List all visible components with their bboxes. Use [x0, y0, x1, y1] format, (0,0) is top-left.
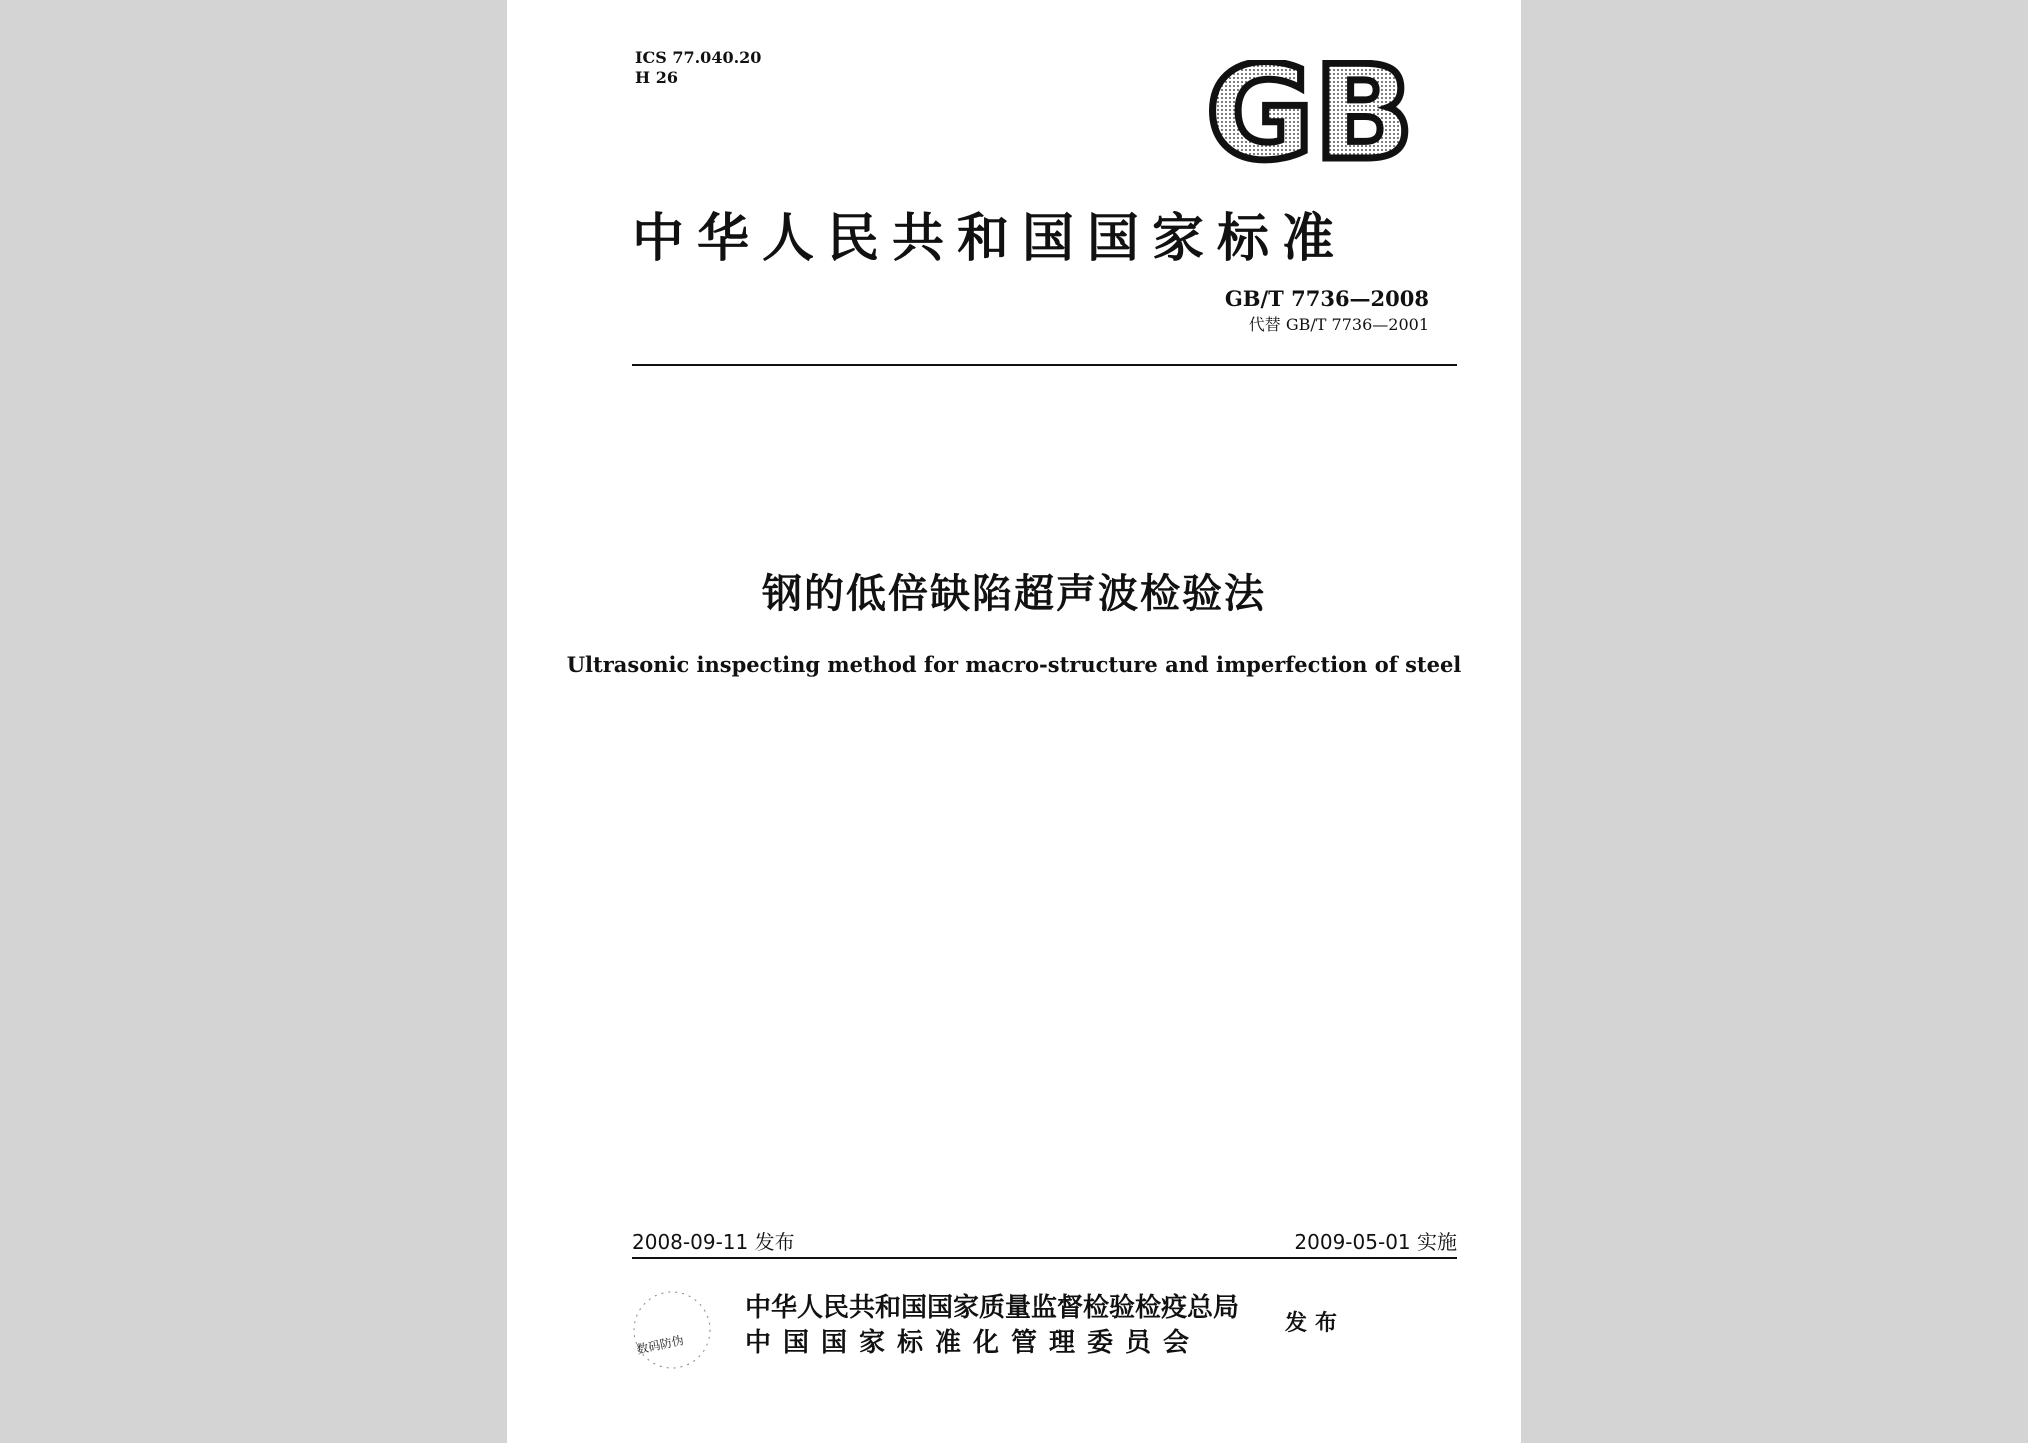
ics-code: ICS 77.040.20: [635, 48, 762, 67]
footer-divider: [632, 1257, 1457, 1259]
ccs-code: H 26: [635, 68, 678, 87]
document-title-english: Ultrasonic inspecting method for macro-structure and imperfection of steel: [566, 652, 1462, 677]
document-title-chinese: 钢的低倍缺陷超声波检验法: [762, 571, 1266, 617]
implementation-date: 2009-05-01 实施: [1294, 1230, 1457, 1254]
replaces-standard: 代替 GB/T 7736—2001: [1248, 315, 1429, 334]
issued-label: 发布: [1285, 1311, 1346, 1336]
agency-title: 中华人民共和国国家标准: [632, 208, 1348, 269]
anti-counterfeit-stamp-icon: [627, 1285, 717, 1375]
header-divider: [632, 364, 1457, 366]
gb-logo-text: GB: [1206, 60, 1414, 165]
standard-number: GB/T 7736—2008: [1224, 286, 1429, 311]
stamp-text: 数码防伪: [635, 1333, 686, 1357]
issuer-aqsiq: 中华人民共和国国家质量监督检验检疫总局: [745, 1293, 1240, 1323]
issue-date: 2008-09-11 发布: [632, 1230, 795, 1254]
issuer-sac: 中国国家标准化管理委员会: [745, 1328, 1202, 1358]
classification-codes: [635, 48, 761, 88]
document-page: [507, 0, 1521, 1443]
gb-logo-icon: [1204, 60, 1419, 165]
